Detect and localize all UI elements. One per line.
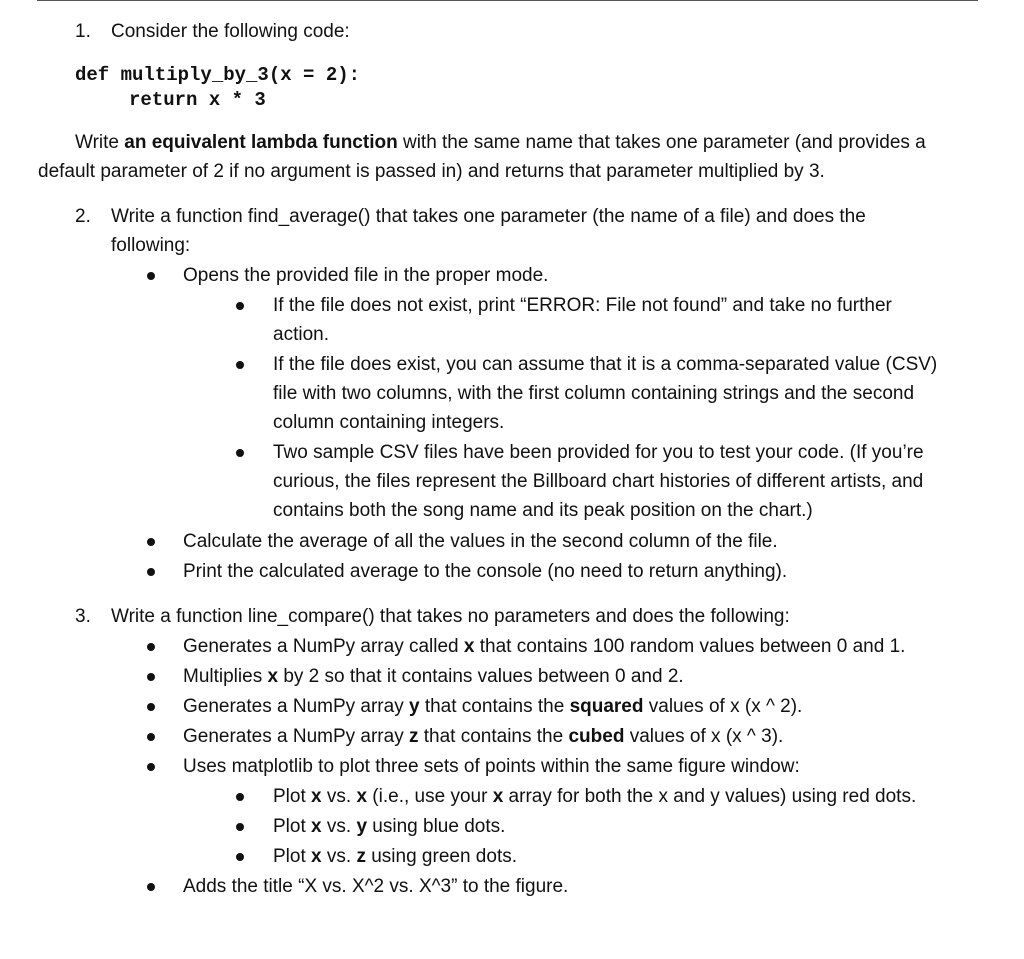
q3-bullet-generate-x bbox=[183, 636, 905, 658]
code-line-return: return x * 3 bbox=[129, 89, 266, 111]
q3-text: vs. bbox=[321, 816, 357, 837]
bullet-icon bbox=[147, 883, 155, 891]
q2-sub-exists-line3: column containing integers. bbox=[273, 412, 505, 433]
q2-number: 2. bbox=[75, 206, 91, 227]
bullet-icon bbox=[236, 361, 244, 369]
q3-text: Plot bbox=[273, 786, 312, 807]
q3-sub-plot-x-y bbox=[273, 816, 505, 838]
q1-number: 1. bbox=[75, 21, 91, 42]
q3-bullet-generate-y bbox=[183, 696, 802, 718]
q3-sub-plot-x-z bbox=[273, 846, 517, 868]
bullet-icon bbox=[236, 302, 244, 310]
q1-bold-lambda: an equivalent lambda function bbox=[124, 132, 398, 153]
q2-bullet-open-file: Opens the provided file in the proper mode. bbox=[183, 265, 549, 286]
bullet-icon bbox=[147, 673, 155, 681]
q2-sub-not-exist-line1: If the file does not exist, print “ERROR: File not found” and take no further bbox=[273, 295, 892, 316]
bullet-icon bbox=[147, 643, 155, 651]
q2-bullet-print: Print the calculated average to the console (no need to return anything). bbox=[183, 561, 788, 582]
q3-number: 3. bbox=[75, 606, 91, 627]
bullet-icon bbox=[147, 703, 155, 711]
q3-text: using green dots. bbox=[365, 846, 517, 867]
bullet-icon bbox=[147, 763, 155, 771]
q3-bold: x bbox=[311, 816, 322, 837]
q3-text: vs. bbox=[321, 786, 357, 807]
q3-bullet-title: Adds the title “X vs. X^2 vs. X^3” to the figure. bbox=[183, 876, 569, 897]
q3-text: Multiplies bbox=[183, 666, 268, 687]
q2-sub-samples-line1: Two sample CSV files have been provided for you to test your code. (If you’re bbox=[273, 442, 924, 463]
q3-bold: z bbox=[356, 846, 366, 867]
q2-sub-exists-line1: If the file does exist, you can assume that it is a comma-separated value (CSV) bbox=[273, 354, 938, 375]
q1-paragraph-line2: default parameter of 2 if no argument is passed in) and returns that parameter multiplied by 3. bbox=[38, 161, 825, 182]
q3-text: values of x (x ^ 2). bbox=[643, 696, 803, 717]
q1-paragraph-line1 bbox=[75, 132, 926, 154]
q3-bold: y bbox=[408, 696, 420, 717]
top-divider bbox=[37, 0, 978, 1]
bullet-icon bbox=[236, 793, 244, 801]
bullet-icon bbox=[147, 568, 155, 576]
q3-text: using blue dots. bbox=[367, 816, 506, 837]
q1-intro: Consider the following code: bbox=[111, 21, 350, 42]
q3-text: Generates a NumPy array called bbox=[183, 636, 464, 657]
q3-text: that contains the bbox=[418, 726, 569, 747]
q3-text: that contains the bbox=[419, 696, 570, 717]
q2-bullet-calculate: Calculate the average of all the values in the second column of the file. bbox=[183, 531, 778, 552]
q2-intro-line2: following: bbox=[111, 235, 191, 256]
q3-text: Generates a NumPy array bbox=[183, 696, 409, 717]
q3-text: that contains 100 random values between 0 and 1. bbox=[474, 636, 906, 657]
q3-bold: x bbox=[311, 846, 322, 867]
q3-text: Plot bbox=[273, 846, 312, 867]
q2-sub-samples-line2: curious, the files represent the Billboard chart histories of different artists, and bbox=[273, 471, 924, 492]
q3-text: Plot bbox=[273, 816, 312, 837]
bullet-icon bbox=[236, 853, 244, 861]
q3-text: (i.e., use your bbox=[367, 786, 493, 807]
q3-bold: x bbox=[356, 786, 368, 807]
q3-text: array for both the x and y values) using red dots. bbox=[503, 786, 917, 807]
q3-text: Generates a NumPy array bbox=[183, 726, 409, 747]
q1-text: with the same name that takes one parameter (and provides a bbox=[397, 132, 926, 153]
q3-bold: y bbox=[356, 816, 368, 837]
q3-bold: x bbox=[492, 786, 504, 807]
code-line-def: def multiply_by_3(x = 2): bbox=[75, 64, 361, 86]
q3-bold: squared bbox=[569, 696, 644, 717]
q3-bold: cubed bbox=[568, 726, 625, 747]
q1-text: Write bbox=[75, 132, 125, 153]
q3-text: vs. bbox=[321, 846, 357, 867]
q3-bold: x bbox=[311, 786, 322, 807]
bullet-icon bbox=[147, 733, 155, 741]
q2-sub-samples-line3: contains both the song name and its peak position on the chart.) bbox=[273, 500, 813, 521]
q3-intro: Write a function line_compare() that takes no parameters and does the following: bbox=[111, 606, 790, 627]
q3-text: values of x (x ^ 3). bbox=[624, 726, 784, 747]
q3-sub-plot-x-x bbox=[273, 786, 916, 808]
q2-sub-exists-line2: file with two columns, with the first column containing strings and the second bbox=[273, 383, 915, 404]
q3-bold: z bbox=[408, 726, 419, 747]
q3-bullet-generate-z bbox=[183, 726, 783, 748]
q3-bullet-multiply bbox=[183, 666, 684, 688]
q3-bold: x bbox=[267, 666, 279, 687]
bullet-icon bbox=[147, 538, 155, 546]
q2-sub-not-exist-line2: action. bbox=[273, 324, 329, 345]
bullet-icon bbox=[236, 449, 244, 457]
bullet-icon bbox=[147, 272, 155, 280]
q2-intro-line1: Write a function find_average() that takes one parameter (the name of a file) and does the bbox=[111, 206, 866, 227]
q3-text: by 2 so that it contains values between 0 and 2. bbox=[278, 666, 684, 687]
q3-bullet-matplotlib: Uses matplotlib to plot three sets of points within the same figure window: bbox=[183, 756, 800, 777]
bullet-icon bbox=[236, 823, 244, 831]
q3-bold: x bbox=[463, 636, 475, 657]
